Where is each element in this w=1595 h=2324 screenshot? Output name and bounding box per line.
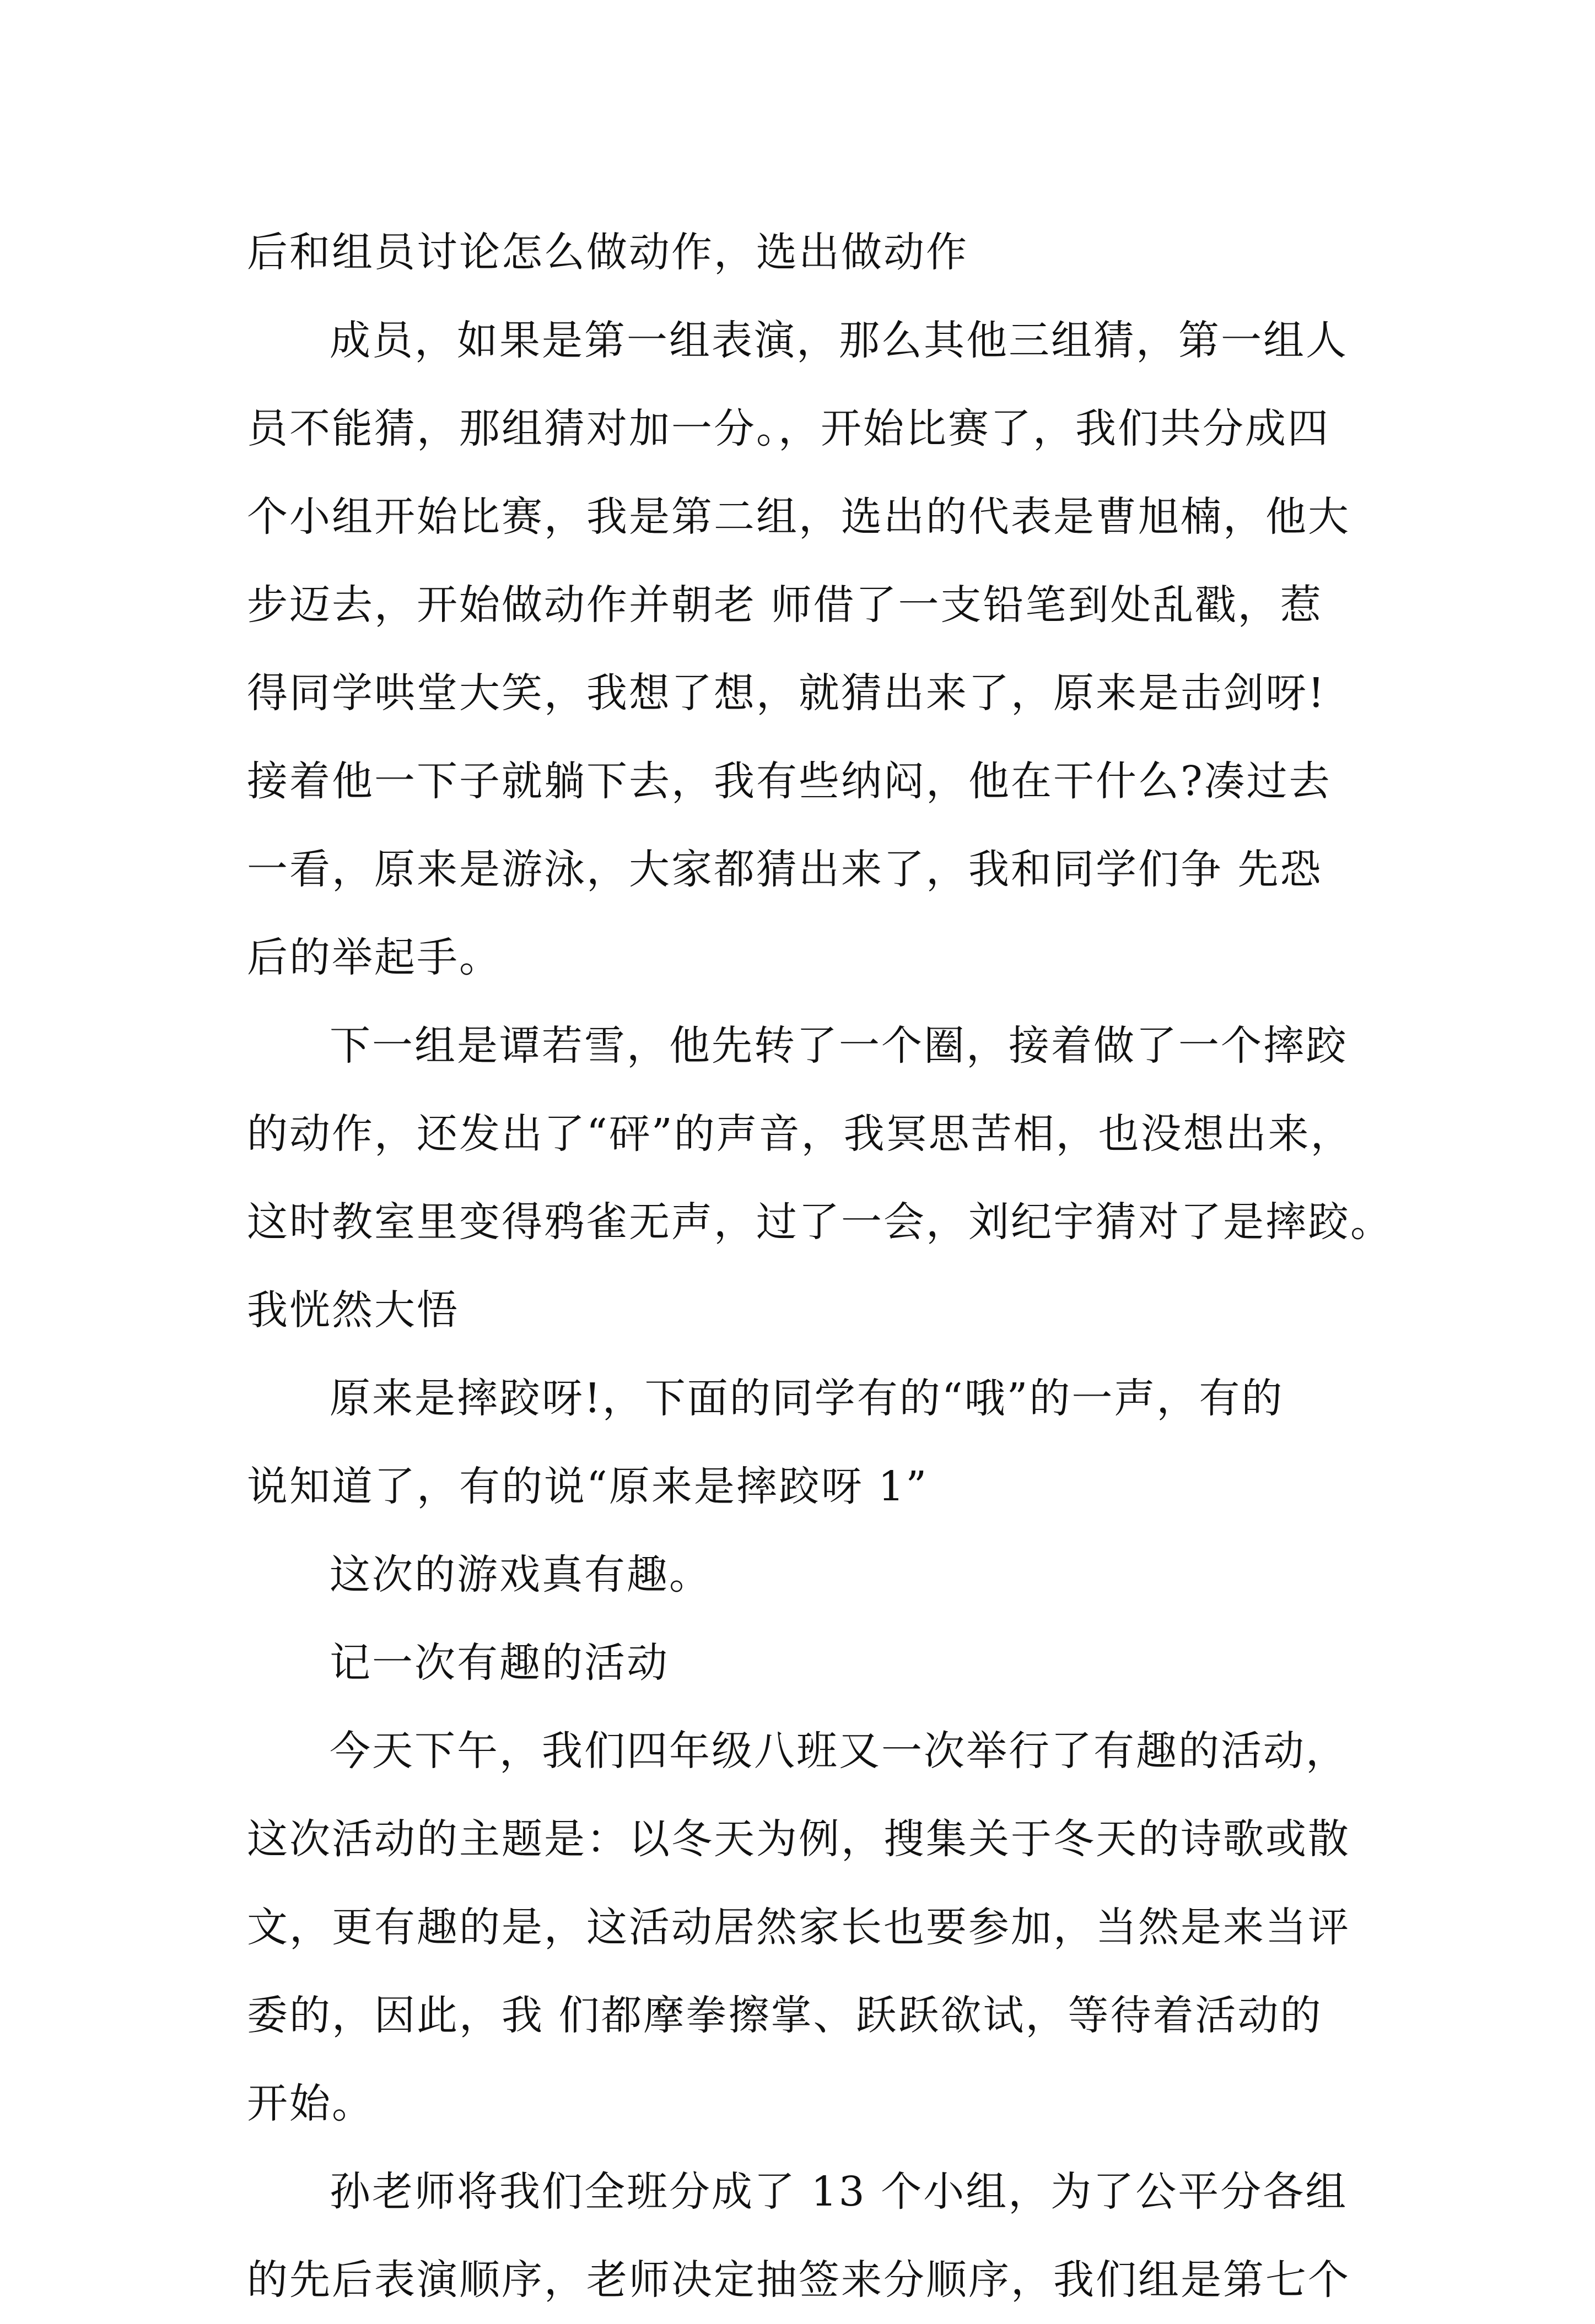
text-line: 的动作，还发出了“砰”的声音，我冥思苦相，也没想出来， <box>247 1110 1353 1158</box>
text-line: 步迈去，开始做动作并朝老 师借了一支铅笔到处乱戳，惹 <box>247 581 1323 629</box>
text-line: 孙老师将我们全班分成了 13 个小组，为了公平分各组 <box>330 2168 1348 2215</box>
text-line: 文，更有趣的是，这活动居然家长也要参加，当然是来当评 <box>247 1904 1350 1951</box>
text-line: 今天下午，我们四年级八班又一次举行了有趣的活动， <box>330 1727 1348 1775</box>
text-line: 开始。 <box>247 2080 374 2127</box>
text-line: 的先后表演顺序，老师决定抽签来分顺序，我们组是第七个 <box>247 2256 1350 2304</box>
text-line: 我恍然大悟 <box>247 1287 459 1334</box>
text-line: 记一次有趣的活动 <box>330 1639 669 1687</box>
text-line: 委的，因此，我 们都摩拳擦掌、跃跃欲试，等待着活动的 <box>247 1992 1323 2039</box>
text-line: 说知道了，有的说“原来是摔跤呀 1” <box>247 1463 929 1510</box>
text-line: 个小组开始比赛，我是第二组，选出的代表是曹旭楠，他大 <box>247 493 1350 541</box>
text-line: 下一组是谭若雪，他先转了一个圈，接着做了一个摔跤 <box>330 1022 1348 1069</box>
text-line: 后的举起手。 <box>247 934 502 981</box>
text-line: 成员，如果是第一组表演，那么其他三组猜，第一组人 <box>330 317 1348 364</box>
text-line: 原来是摔跤呀!，下面的同学有的“哦”的一声，有的 <box>330 1375 1284 1422</box>
text-line: 得同学哄堂大笑，我想了想，就猜出来了，原来是击剑呀! <box>247 669 1326 717</box>
document-body <box>247 208 1393 2324</box>
text-line: 员不能猜，那组猜对加一分。，开始比赛了，我们共分成四 <box>247 405 1330 452</box>
text-line: 这时教室里变得鸦雀无声，过了一会，刘纪宇猜对了是摔跤。 <box>247 1198 1393 1246</box>
text-line: 这次的游戏真有趣。 <box>330 1551 712 1598</box>
text-line: 一看，原来是游泳，大家都猜出来了，我和同学们争 先恐 <box>247 846 1323 893</box>
text-line: 这次活动的主题是：以冬天为例，搜集关于冬天的诗歌或散 <box>247 1815 1350 1863</box>
text-line: 后和组员讨论怎么做动作，选出做动作 <box>247 229 968 276</box>
text-line: 接着他一下子就躺下去，我有些纳闷，他在干什么?凑过去 <box>247 758 1332 805</box>
